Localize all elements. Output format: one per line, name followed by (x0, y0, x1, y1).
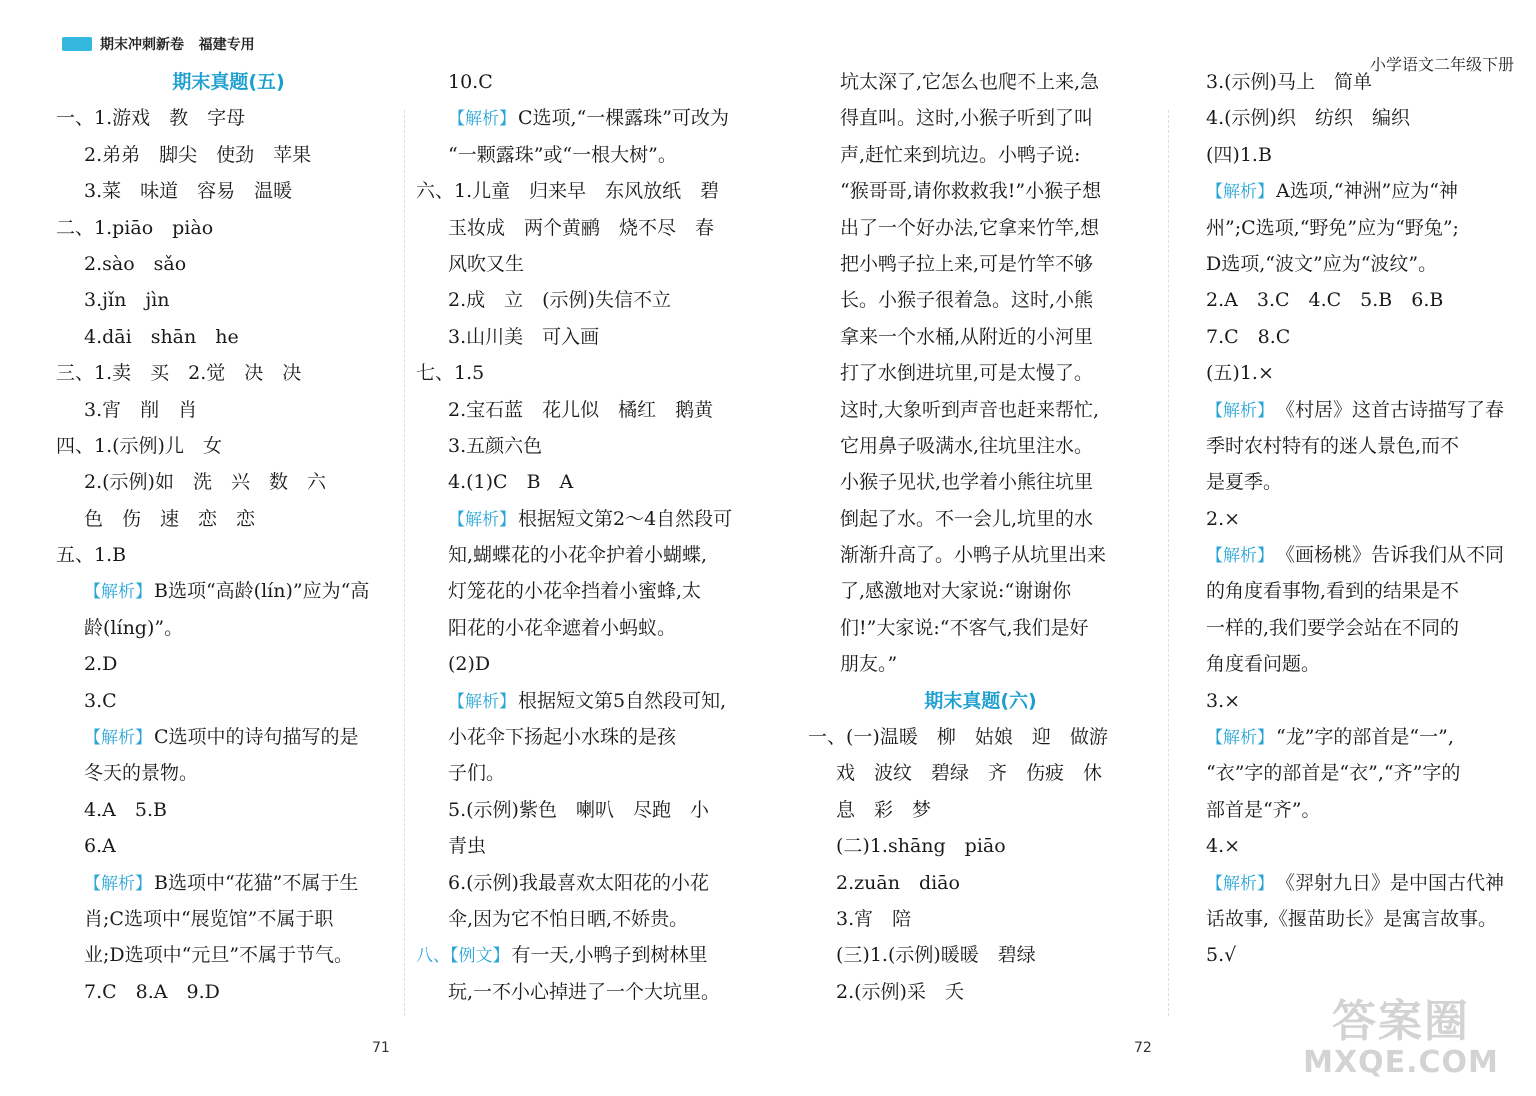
answer-line (416, 610, 761, 646)
answer-text: 肖;C选项中“展览馆”不属于职 (84, 907, 334, 930)
answer-line (808, 537, 1153, 573)
answer-text: 一样的,我们要学会站在不同的 (1206, 616, 1460, 639)
answer-line (416, 646, 761, 682)
answer-text: 七、1.5 (416, 362, 485, 385)
answer-line (416, 865, 761, 901)
answer-text: (2)D (448, 653, 491, 676)
answer-line (808, 282, 1153, 318)
answer-text: 四、1.(示例)儿 女 (56, 434, 222, 457)
answer-text: 戏 波纹 碧绿 齐 伤疲 休 (836, 762, 1103, 785)
answer-line (416, 210, 761, 246)
answer-text: 色 伤 速 恋 恋 (84, 507, 256, 530)
answer-line (1178, 501, 1523, 537)
answer-line (1178, 646, 1523, 682)
answer-text: 2.× (1206, 507, 1241, 530)
answer-line (56, 792, 401, 828)
answer-text: 根据短文第5自然段可知, (518, 689, 727, 712)
answer-text: 朋友。” (840, 653, 898, 676)
answer-text: C选项中的诗句描写的是 (154, 726, 359, 749)
answer-line (416, 573, 761, 609)
answer-text: 4.× (1206, 835, 1241, 858)
analysis-tag: 【解析】 (1206, 873, 1274, 894)
answer-line (416, 755, 761, 791)
answer-text: 三、1.卖 买 2.觉 决 决 (56, 362, 302, 385)
answer-line (808, 355, 1153, 391)
answer-text: 渐渐升高了。小鸭子从坑里出来 (840, 544, 1107, 567)
analysis-tag: 【解析】 (84, 582, 152, 603)
answer-line (56, 319, 401, 355)
answer-line (808, 901, 1153, 937)
answer-line (416, 100, 761, 136)
answer-column-4 (1178, 64, 1523, 974)
answer-line (808, 501, 1153, 537)
answer-line (416, 501, 761, 537)
answer-line (1178, 464, 1523, 500)
analysis-tag: 【解析】 (1206, 182, 1274, 203)
answer-text: 玩,一不小心掉进了一个大坑里。 (448, 980, 721, 1003)
answer-line (56, 610, 401, 646)
answer-text: 期末真题(五) (172, 71, 285, 93)
answer-line (416, 974, 761, 1010)
answer-text: 长。小猴子很着急。这时,小熊 (840, 289, 1094, 312)
answer-text: “一颗露珠”或“一根大树”。 (448, 143, 677, 166)
answer-text: 2.弟弟 脚尖 使劲 苹果 (84, 143, 312, 166)
answer-column-1 (56, 64, 401, 1010)
answer-text: 《羿射九日》是中国古代神 (1276, 871, 1505, 894)
answer-line (416, 137, 761, 173)
answer-text: 季时农村特有的迷人景色,而不 (1206, 434, 1460, 457)
answer-text: 4.dāi shān he (84, 325, 239, 348)
answer-line (808, 319, 1153, 355)
answer-line (808, 646, 1153, 682)
answer-line (416, 319, 761, 355)
answer-line (808, 937, 1153, 973)
answer-text: 6.A (84, 835, 116, 858)
analysis-tag: 【解析】 (84, 873, 152, 894)
answer-line (1178, 537, 1523, 573)
answer-text: 出了一个好办法,它拿来竹竿,想 (840, 216, 1100, 239)
answer-line (416, 173, 761, 209)
answer-line (808, 428, 1153, 464)
answer-line (808, 719, 1153, 755)
answer-line (808, 464, 1153, 500)
answer-text: 话故事,《揠苗助长》是寓言故事。 (1206, 907, 1498, 930)
answer-text: 4.(1)C B A (448, 471, 574, 494)
answer-text: 息 彩 梦 (836, 798, 932, 821)
page-number-left: 71 (372, 1040, 390, 1056)
answer-line (1178, 319, 1523, 355)
answer-text: 风吹又生 (448, 252, 525, 275)
answer-text: B选项中“花猫”不属于生 (154, 871, 359, 894)
answer-text: 们!”大家说:“不客气,我们是好 (840, 616, 1089, 639)
answer-line (56, 501, 401, 537)
answer-text: 这时,大象听到声音也赶来帮忙, (840, 398, 1100, 421)
answer-text: 《村居》这首古诗描写了春 (1276, 398, 1505, 421)
analysis-tag: 八、【例文】 (416, 946, 510, 967)
answer-text: 冬天的景物。 (84, 762, 199, 785)
column-separator (1168, 110, 1169, 1016)
answer-text: 5.√ (1206, 944, 1237, 967)
answer-line (56, 828, 401, 864)
answer-line (416, 464, 761, 500)
answer-text: 2.A 3.C 4.C 5.B 6.B (1206, 289, 1444, 312)
answer-text: 龄(líng)”。 (84, 616, 184, 639)
analysis-tag: 【解析】 (448, 109, 516, 130)
answer-text: 6.(示例)我最喜欢太阳花的小花 (448, 871, 709, 894)
answer-text: “猴哥哥,请你救救我!”小猴子想 (840, 180, 1102, 203)
analysis-tag: 【解析】 (448, 691, 516, 712)
answer-text: 10.C (448, 71, 493, 93)
answer-text: 一、1.游戏 教 字母 (56, 107, 246, 130)
header-left (100, 34, 255, 54)
answer-text: “龙”字的部首是“一”, (1276, 726, 1454, 749)
answer-text: 小猴子见状,也学着小熊往坑里 (840, 471, 1094, 494)
answer-line (416, 683, 761, 719)
answer-line (56, 537, 401, 573)
answer-line (1178, 683, 1523, 719)
answer-line (56, 974, 401, 1010)
answer-line (808, 573, 1153, 609)
answer-text: 小花伞下扬起小水珠的是孩 (448, 726, 677, 749)
answer-line (1178, 173, 1523, 209)
answer-line (1178, 937, 1523, 973)
answer-text: 打了水倒进坑里,可是太慢了。 (840, 362, 1094, 385)
answer-text: 坑太深了,它怎么也爬不上来,急 (840, 71, 1100, 93)
answer-text: 倒起了水。不一会儿,坑里的水 (840, 507, 1094, 530)
analysis-tag: 【解析】 (1206, 728, 1274, 749)
answer-text: 2.(示例)采 夭 (836, 980, 964, 1003)
answer-line (56, 392, 401, 428)
answer-text: 知,蝴蝶花的小花伞护着小蝴蝶, (448, 544, 708, 567)
answer-line (1178, 100, 1523, 136)
answer-line (808, 755, 1153, 791)
answer-line (808, 137, 1153, 173)
answer-line (416, 392, 761, 428)
answer-line (1178, 573, 1523, 609)
answer-line (1178, 828, 1523, 864)
answer-line (808, 865, 1153, 901)
answer-line (808, 974, 1153, 1010)
answer-text: 是夏季。 (1206, 471, 1283, 494)
answer-text: 2.宝石蓝 花儿似 橘红 鹅黄 (448, 398, 714, 421)
answer-text: 2.zuān diāo (836, 871, 960, 894)
section-title (56, 64, 401, 100)
answer-text: 子们。 (448, 762, 506, 785)
answer-line (1178, 755, 1523, 791)
answer-text: 灯笼花的小花伞挡着小蜜蜂,太 (448, 580, 702, 603)
answer-line (1178, 282, 1523, 318)
answer-text: 声,赶忙来到坑边。小鸭子说: (840, 143, 1081, 166)
answer-text: 期末真题(六) (924, 689, 1037, 712)
answer-text: 五、1.B (56, 544, 127, 567)
header-book-title: 小学语文二年级下册 (1369, 55, 1514, 74)
answer-line (1178, 719, 1523, 755)
answer-line (808, 173, 1153, 209)
analysis-tag: 【解析】 (1206, 546, 1274, 567)
answer-line (1178, 428, 1523, 464)
answer-line (56, 755, 401, 791)
answer-text: 3.C (84, 689, 117, 712)
answer-text: 部首是“齐”。 (1206, 798, 1321, 821)
answer-column-3 (808, 64, 1153, 1010)
answer-line (416, 792, 761, 828)
answer-line (56, 683, 401, 719)
answer-line (56, 246, 401, 282)
answer-text: 3.山川美 可入画 (448, 325, 600, 348)
answer-text: 根据短文第2～4自然段可 (518, 507, 733, 530)
answer-line (808, 792, 1153, 828)
column-separator (404, 110, 405, 1016)
answer-line (56, 573, 401, 609)
answer-text: 了,感激地对大家说:“谢谢你 (840, 580, 1072, 603)
answer-text: 阳花的小花伞遮着小蚂蚁。 (448, 616, 677, 639)
header-badge (62, 37, 92, 51)
answer-line (416, 64, 761, 100)
answer-text: 3.(示例)马上 简单 (1206, 71, 1372, 93)
answer-line (416, 282, 761, 318)
answer-text: 2.sào sǎo (84, 252, 187, 275)
answer-text: 角度看问题。 (1206, 653, 1321, 676)
answer-text: C选项,“一棵露珠”可改为 (518, 107, 730, 130)
answer-text: 《画杨桃》告诉我们从不同 (1276, 544, 1505, 567)
answer-line (808, 100, 1153, 136)
answer-line (808, 828, 1153, 864)
answer-text: 的角度看事物,看到的结果是不 (1206, 580, 1460, 603)
answer-line (1178, 64, 1523, 100)
answer-line (56, 428, 401, 464)
answer-text: 7.C 8.A 9.D (84, 980, 220, 1003)
answer-text: 把小鸭子拉上来,可是竹竿不够 (840, 252, 1094, 275)
answer-line (416, 828, 761, 864)
answer-line (56, 901, 401, 937)
answer-text: (三)1.(示例)暖暖 碧绿 (836, 944, 1036, 967)
answer-text: 3.菜 味道 容易 温暖 (84, 180, 293, 203)
answer-text: 7.C 8.C (1206, 325, 1291, 348)
answer-line (1178, 246, 1523, 282)
answer-line (808, 210, 1153, 246)
answer-line (1178, 355, 1523, 391)
answer-line (1178, 865, 1523, 901)
answer-text: “衣”字的部首是“衣”,“齐”字的 (1206, 762, 1461, 785)
answer-text: 3.宵 陪 (836, 907, 912, 930)
answer-text: 六、1.儿童 归来早 东风放纸 碧 (416, 180, 720, 203)
answer-line (1178, 210, 1523, 246)
answer-line (416, 355, 761, 391)
answer-text: 2.D (84, 653, 118, 676)
answer-text: 玉妆成 两个黄鹂 烧不尽 春 (448, 216, 715, 239)
answer-line (56, 719, 401, 755)
answer-text: 3.jǐn jìn (84, 289, 170, 312)
answer-line (56, 282, 401, 318)
analysis-tag: 【解析】 (84, 728, 152, 749)
answer-column-2 (416, 64, 761, 1010)
answer-line (808, 64, 1153, 100)
answer-text: 得直叫。这时,小猴子听到了叫 (840, 107, 1094, 130)
answer-line (56, 865, 401, 901)
answer-text: (二)1.shāng piāo (836, 835, 1006, 858)
answer-text: 青虫 (448, 835, 487, 858)
answer-text: 3.宵 削 肖 (84, 398, 198, 421)
answer-text: 有一天,小鸭子到树林里 (511, 944, 708, 967)
answer-line (808, 246, 1153, 282)
answer-text: 4.A 5.B (84, 798, 167, 821)
answer-text: A选项,“神洲”应为“神 (1276, 180, 1458, 203)
answer-text: (五)1.× (1206, 362, 1274, 385)
header-region: 福建专用 (198, 37, 255, 53)
page-number-right: 72 (1134, 1040, 1152, 1056)
answer-line (416, 937, 761, 973)
answer-line (416, 246, 761, 282)
answer-line (56, 937, 401, 973)
answer-text: 一、(一)温暖 柳 姑娘 迎 做游 (808, 726, 1108, 749)
answer-line (1178, 392, 1523, 428)
answer-text: 伞,因为它不怕日晒,不娇贵。 (448, 907, 689, 930)
answer-text: 二、1.piāo piào (56, 216, 214, 239)
answer-line (56, 173, 401, 209)
answer-line (1178, 901, 1523, 937)
answer-text: (四)1.B (1206, 143, 1272, 166)
answer-text: 3.五颜六色 (448, 434, 543, 457)
header-series: 期末冲刺新卷 (100, 37, 184, 53)
answer-text: 2.成 立 (示例)失信不立 (448, 289, 671, 312)
answer-text: 4.(示例)织 纺织 编织 (1206, 107, 1410, 130)
answer-text: 业;D选项中“元旦”不属于节气。 (84, 944, 354, 967)
answer-text: 2.(示例)如 洗 兴 数 六 (84, 471, 326, 494)
answer-line (416, 719, 761, 755)
answer-text: B选项“高龄(lín)”应为“高 (154, 580, 370, 603)
watermark (1286, 996, 1516, 1084)
answer-line (56, 137, 401, 173)
answer-line (56, 355, 401, 391)
answer-line (1178, 610, 1523, 646)
answer-line (56, 210, 401, 246)
answer-text: 它用鼻子吸满水,往坑里注水。 (840, 434, 1094, 457)
watermark-site: MXQE.COM (1303, 1045, 1499, 1080)
analysis-tag: 【解析】 (1206, 400, 1274, 421)
answer-line (56, 646, 401, 682)
answer-line (808, 392, 1153, 428)
answer-text: 3.× (1206, 689, 1241, 712)
answer-line (56, 100, 401, 136)
watermark-logo: 答案圈 (1332, 996, 1470, 1047)
answer-text: 州”;C选项,“野免”应为“野兔”; (1206, 216, 1459, 239)
answer-line (808, 610, 1153, 646)
answer-text: D选项,“波文”应为“波纹”。 (1206, 252, 1438, 275)
answer-line (56, 464, 401, 500)
answer-line (1178, 792, 1523, 828)
answer-line (416, 428, 761, 464)
answer-line (416, 901, 761, 937)
analysis-tag: 【解析】 (448, 509, 516, 530)
answer-line (1178, 137, 1523, 173)
answer-text: 拿来一个水桶,从附近的小河里 (840, 325, 1094, 348)
section-title (808, 683, 1153, 719)
answer-text: 5.(示例)紫色 喇叭 尽跑 小 (448, 798, 709, 821)
answer-line (416, 537, 761, 573)
